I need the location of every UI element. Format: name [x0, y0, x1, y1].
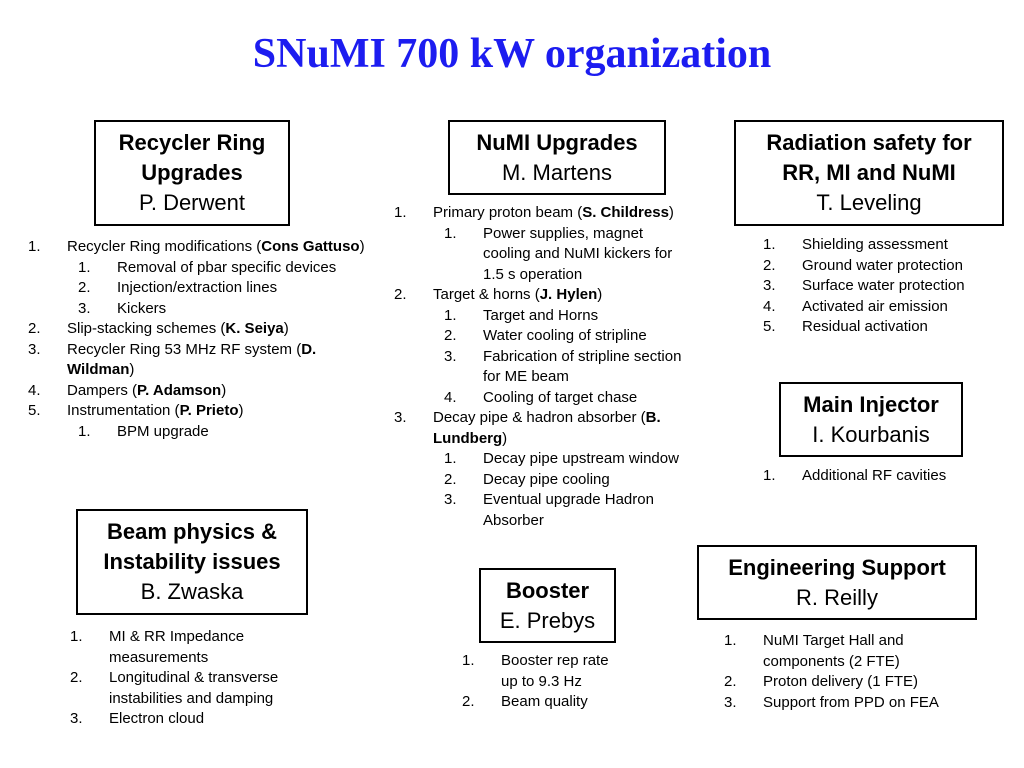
list-item: 1. Recycler Ring modifications (Cons Gattuso) [28, 238, 365, 255]
list-item: 1. MI & RR Impedance [70, 628, 245, 645]
radiation-heading-line2: RR, MI and NuMI [782, 160, 956, 185]
list-item: 2. Beam quality [462, 693, 588, 710]
list-item: 2. Proton delivery (1 FTE) [724, 673, 919, 690]
beam-physics-heading-line2: Instability issues [103, 549, 281, 574]
radiation-safety-box [734, 120, 1004, 226]
list-item: 2. Ground water protection [763, 256, 963, 274]
numi-task-list [394, 203, 734, 531]
recycler-task-list [28, 237, 428, 442]
recycler-heading-line2: Upgrades [141, 160, 243, 185]
list-item: 1. Shielding assessment [763, 236, 948, 253]
list-item: 2. Water cooling of stripline [444, 327, 647, 344]
list-item: 3. Support from PPD on FEA [724, 693, 939, 711]
list-item: 1. BPM upgrade [78, 422, 209, 440]
main-injector-heading: Main Injector [803, 391, 939, 417]
engineering-heading: Engineering Support [728, 554, 946, 580]
recycler-heading-line1: Recycler Ring [118, 130, 266, 155]
list-item: 4. Dampers (P. Adamson) [28, 381, 227, 399]
main-injector-task-list [763, 466, 1013, 487]
recycler-ring-box [94, 120, 290, 226]
list-item: 3. Recycler Ring 53 MHz RF system (D. [28, 340, 317, 358]
list-item: 1. Power supplies, magnet [444, 224, 644, 242]
radiation-task-list [763, 235, 1013, 338]
list-item: 4. Cooling of target chase [444, 388, 638, 406]
list-item: 2. Target & horns (J. Hylen) [394, 286, 603, 303]
booster-box [479, 568, 616, 643]
list-item: 1. Booster rep rate [462, 652, 609, 669]
beam-physics-box [76, 509, 308, 615]
list-item: 3. Kickers [78, 299, 167, 317]
page-title: SNuMI 700 kW organization [252, 31, 772, 77]
numi-person: M. Martens [501, 159, 613, 185]
list-item: 3. Surface water protection [763, 277, 965, 294]
beam-physics-task-list [70, 627, 350, 730]
list-item: 1. Primary proton beam (S. Childress) [394, 204, 674, 221]
list-item: 3. Eventual upgrade Hadron [444, 491, 654, 508]
list-item: 3. Fabrication of stripline section [444, 347, 682, 365]
list-item: 1. Decay pipe upstream window [444, 450, 679, 467]
list-item: 1. Removal of pbar specific devices [78, 258, 337, 276]
list-item-continuation: cooling and NuMI kickers for [483, 245, 673, 262]
list-item-continuation: up to 9.3 Hz [501, 672, 582, 690]
engineering-task-list [724, 631, 1014, 713]
list-item: 2. Slip-stacking schemes (K. Seiya) [28, 320, 289, 337]
list-item: 2. Longitudinal & transverse [70, 669, 279, 686]
list-item-continuation: instabilities and damping [109, 689, 274, 707]
booster-task-list [462, 651, 662, 713]
engineering-support-box [697, 545, 977, 620]
radiation-heading-line1: Radiation safety for [766, 130, 972, 155]
main-injector-box [779, 382, 963, 457]
list-item-continuation: for ME beam [483, 368, 569, 385]
list-item: 2. Injection/extraction lines [78, 279, 278, 296]
beam-physics-heading-line1: Beam physics & [107, 519, 277, 544]
list-item-continuation: Absorber [483, 511, 544, 529]
list-item: 3. Electron cloud [70, 710, 205, 727]
recycler-person: P. Derwent [139, 190, 245, 215]
booster-heading: Booster [505, 577, 590, 603]
list-item: 1. Additional RF cavities [763, 467, 947, 484]
list-item: 1. NuMI Target Hall and [724, 632, 904, 649]
list-item-continuation: Wildman) [67, 361, 135, 378]
list-item: 1. Target and Horns [444, 306, 599, 324]
numi-heading: NuMI Upgrades [476, 129, 638, 155]
list-item-continuation: measurements [109, 648, 209, 666]
list-item-continuation: 1.5 s operation [483, 265, 583, 283]
list-item: 2. Decay pipe cooling [444, 470, 610, 488]
list-item: 5. Instrumentation (P. Prieto) [28, 402, 244, 419]
engineering-person: R. Reilly [796, 584, 878, 610]
numi-upgrades-box [448, 120, 666, 195]
booster-person: E. Prebys [499, 607, 596, 633]
list-item-continuation: components (2 FTE) [763, 652, 900, 670]
list-item: 3. Decay pipe & hadron absorber (B. [394, 409, 661, 426]
list-item: 4. Activated air emission [763, 297, 948, 315]
radiation-person: T. Leveling [816, 190, 922, 215]
list-item-continuation: Lundberg) [433, 429, 508, 447]
list-item: 5. Residual activation [763, 318, 928, 335]
beam-physics-person: B. Zwaska [140, 579, 244, 604]
main-injector-person: I. Kourbanis [812, 421, 930, 447]
